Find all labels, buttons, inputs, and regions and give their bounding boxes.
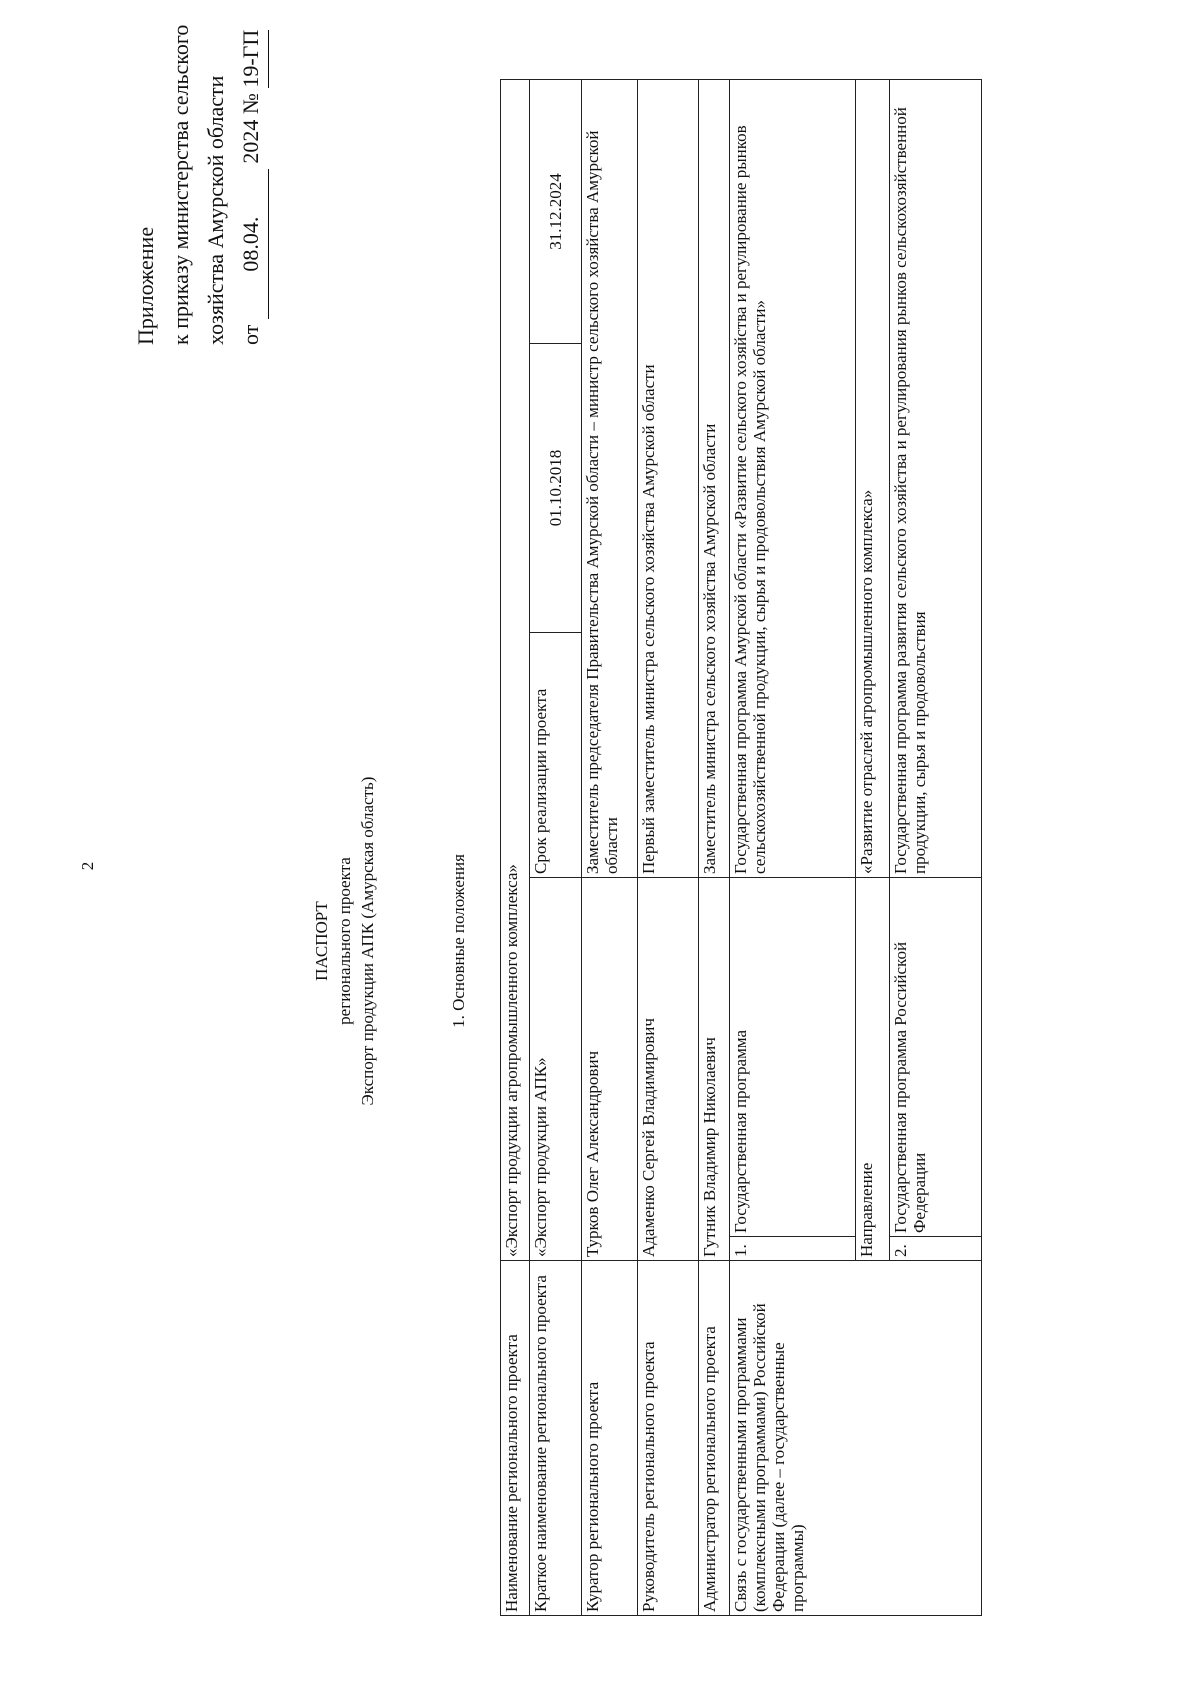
admin-name: Гутник Владимир Николаевич [698, 878, 729, 1261]
table-row [501, 79, 530, 1615]
program1-value: Государственная программа Амурской области «Развитие сельского хозяйства и регулирование рынков сельскохозяйственной продукции, сырья и продовольствия Амурской области» [730, 79, 856, 877]
program2-value: Государственная программа развития сельского хозяйства и регулирования рынков сельскохозяйственной продукции, сырья и продовольствия [889, 79, 981, 877]
document-subtitle: регионального проекта [335, 857, 354, 1025]
head-name: Адаменко Сергей Владимирович [638, 878, 699, 1261]
admin-label: Администратор регионального проекта [698, 1261, 729, 1616]
admin-position: Заместитель министра сельского хозяйства Амурской области [698, 79, 729, 877]
project-name-heading: Экспорт продукции АПК (Амурская область) [358, 776, 377, 1106]
document-title: ПАСПОРТ [312, 901, 331, 981]
section-heading: 1. Основные положения [449, 854, 468, 1028]
short-name-label: Краткое наименование регионального проекта [530, 1261, 582, 1616]
link-label: Связь с государственными программами (комплексными программами) Российской Федерации (далее – государственные программы) [730, 1261, 982, 1616]
program2-label: Государственная программа Российской Федерации [889, 878, 981, 1237]
name-value: «Экспорт продукции агропромышленного комплекса» [501, 79, 530, 1260]
table-row [530, 79, 582, 1615]
direction-label: Направление [856, 878, 890, 1261]
appendix-date-number [233, 0, 269, 345]
appendix-order-ref: к приказу министерства сельского [168, 24, 193, 345]
head-label: Руководитель регионального проекта [638, 1261, 699, 1616]
appendix-ministry: хозяйства Амурской области [203, 75, 228, 345]
program2-number: 2. [889, 1237, 981, 1261]
head-position: Первый заместитель министра сельского хозяйства Амурской области [638, 79, 699, 877]
short-name-value: «Экспорт продукции АПК» [530, 878, 582, 1261]
period-start: 01.10.2018 [530, 344, 582, 633]
program1-number: 1. [730, 1237, 856, 1261]
table-row [581, 79, 637, 1615]
table-row [698, 79, 729, 1615]
program1-label: Государственная программа [730, 878, 856, 1237]
name-label: Наименование регионального проекта [501, 1261, 530, 1616]
appendix-order-number: 19-ГП [233, 30, 269, 88]
appendix-from-label: от [238, 324, 263, 345]
curator-name: Турков Олег Александрович [581, 878, 637, 1261]
table-row [638, 79, 699, 1615]
passport-table [500, 79, 982, 1616]
curator-position: Заместитель председателя Правительства Амурской области – министр сельского хозяйства Амурской области [581, 79, 637, 877]
appendix-year-label: 2024 № [238, 93, 263, 164]
appendix-title: Приложение [133, 226, 158, 345]
period-label: Срок реализации проекта [530, 633, 582, 878]
table-row [730, 79, 856, 1615]
period-end: 31.12.2024 [530, 79, 582, 343]
page-number: 2 [78, 861, 97, 871]
appendix-date: 08.04. [233, 169, 269, 319]
direction-value: «Развитие отраслей агропромышленного комплекса» [856, 79, 890, 877]
curator-label: Куратор регионального проекта [581, 1261, 637, 1616]
